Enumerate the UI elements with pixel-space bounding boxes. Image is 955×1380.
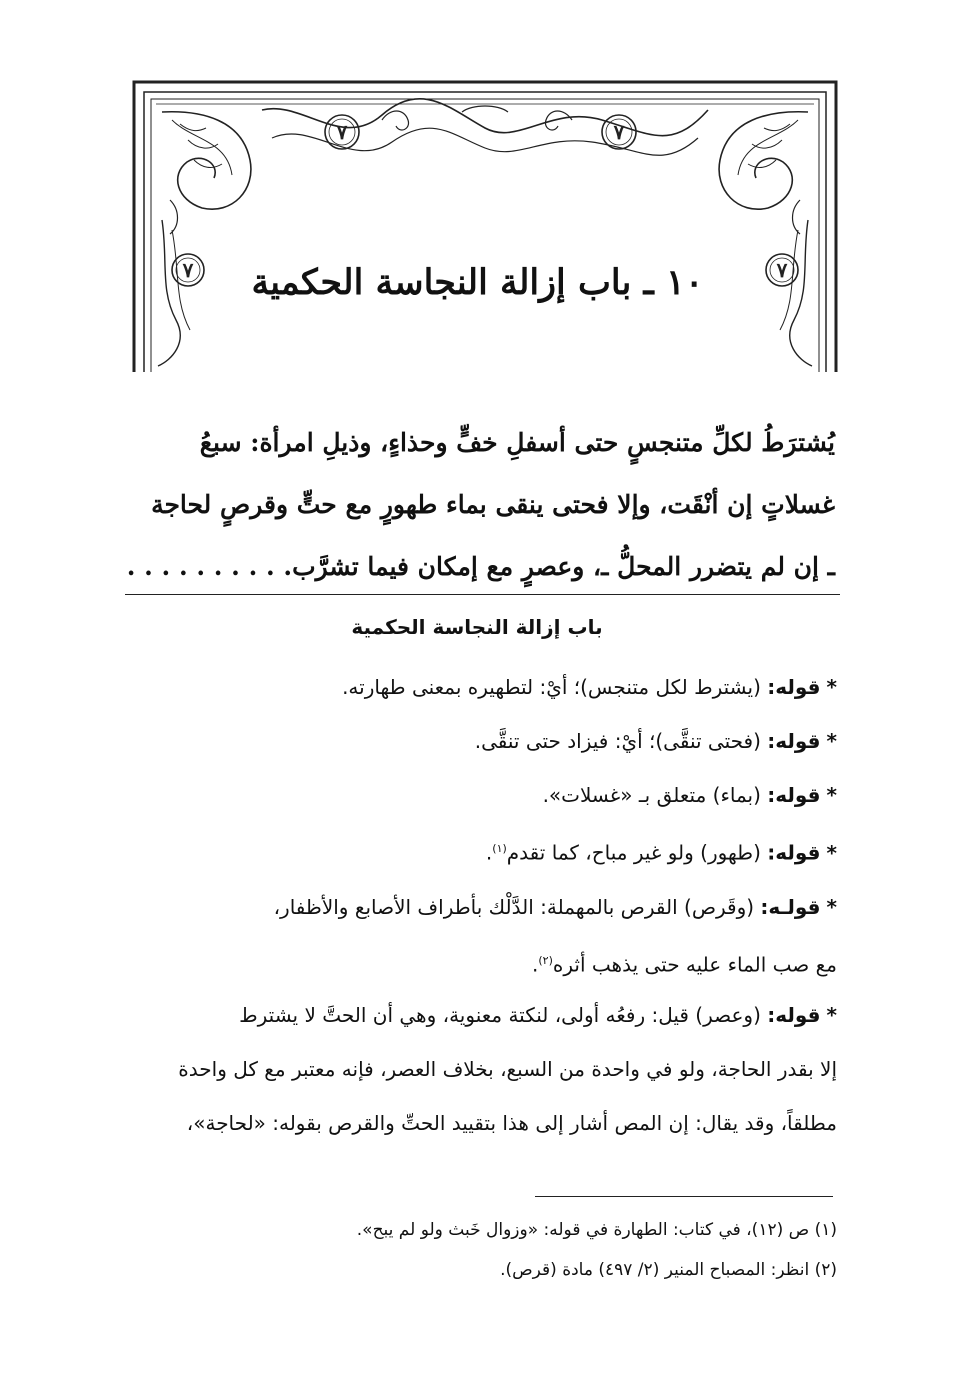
commentary-entry [117,660,837,714]
commentary-entry [117,714,837,768]
matn-line: يُشترَطُ لكلِّ متنجسٍ حتى أسفلِ خفٍّ وحذاءٍ، وذيلِ امرأة: سبعُ [199,428,835,457]
footnote-item [117,1250,837,1290]
asterisk-icon: * [826,675,837,699]
entry-label: قوله: [767,783,821,807]
commentary-entry [117,880,837,988]
entry-text: (وعصر) قيل: رفعُه أولى، لنكتة معنوية، وهي أن الحتَّ لا يشترط [239,1002,761,1027]
entry-text: (بماء) متعلق بـ «غسلات». [542,783,761,807]
commentary-entry [117,988,837,1150]
entry-text: (وقَرص) القرص بالمهملة: الدَّلْك بأطراف الأصابع والأظفار، [273,894,755,919]
entry-tail: . [532,952,539,977]
ornamental-header-frame [132,80,838,372]
chapter-title: ١٠ ـ باب إزالة النجاسة الحكمية [251,262,704,303]
matn-line: غسلاتٍ إن أنْقَت، وإلا فحتى ينقى بماء طهورٍ مع حتٍّ وقرصٍ لحاجة [151,490,835,519]
entry-label: قوله: [767,675,821,699]
commentary-heading: باب إزالة النجاسة الحكمية [351,615,603,639]
footnote-ref[interactable]: (١) [492,842,507,855]
footnote-rule [535,1196,833,1197]
footnote-item [117,1210,837,1250]
entry-text: (طهور) ولو غير مباح، كما تقدم [506,840,761,865]
commentary-entry [117,822,837,880]
footnote-ref[interactable]: (٢) [538,953,553,967]
ornament-numeral: ٧ [336,120,348,144]
ornament-numeral: ٧ [613,120,625,144]
footnote-text: ص (١٢)، في كتاب: الطهارة في قوله: «وزوال خَبث ولو لم يبح». [356,1220,810,1240]
asterisk-icon: * [826,783,837,807]
entry-text: (يشترط لكل متنجس)؛ أيْ: لتطهيره بمعنى طهارته. [342,675,761,699]
matn-line: ـ إن لم يتضرر المحلُّ ـ، وعصرٍ مع إمكان فيما تشرَّب. . . . . . . . . . [126,552,835,581]
footnotes [117,1210,837,1290]
asterisk-icon: * [826,840,837,865]
entry-tail: . [485,840,493,865]
ornament-numeral: ٧ [776,258,788,282]
entry-line: إلا بقدر الحاجة، ولو في واحدة من السبع، بخلاف العصر، فإنه معتبر مع كل واحدة [178,1056,837,1081]
ornament-numeral: ٧ [182,258,194,282]
footnote-number: (٢) [814,1260,837,1280]
matn-divider [125,594,840,595]
entry-text: (فحتى تنقَّى)؛ أيْ: فيزاد حتى تنقَّى. [474,729,761,753]
footnote-number: (١) [814,1220,837,1240]
entry-label: قوله: [767,1002,821,1027]
footnote-text: انظر: المصباح المنير (٢/ ٤٩٧) مادة (قرص). [500,1260,810,1280]
asterisk-icon: * [826,1002,837,1027]
entry-line: مطلقاً، وقد يقال: إن المص أشار إلى هذا بتقييد الحتِّ والقرص بقوله: «لحاجة»، [186,1110,837,1135]
entry-label: قوله: [767,840,821,865]
entry-line [117,880,837,934]
entry-label: قوله: [767,729,821,753]
entry-label: قولـه: [760,894,821,919]
entry-line [117,988,837,1042]
ornament-border-icon [132,80,838,372]
entry-text: مع صب الماء عليه حتى يذهب أثره [552,952,837,977]
commentary-entry [117,768,837,822]
entry-line [117,934,837,988]
commentary [117,602,837,1150]
asterisk-icon: * [826,729,837,753]
asterisk-icon: * [826,894,837,919]
matn-text [115,412,835,598]
